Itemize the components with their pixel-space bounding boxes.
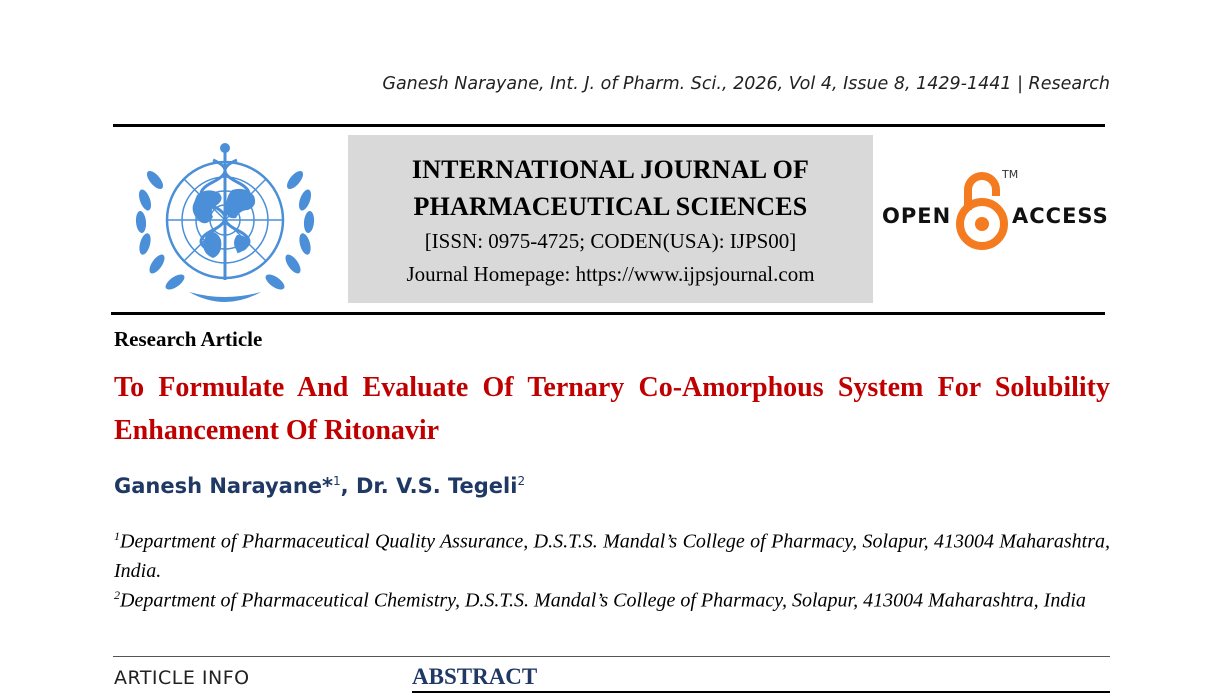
affiliation-text: Department of Pharmaceutical Chemistry, D.S.T.S. Mandal’s College of Pharmacy, Solapur, 413004 Maharashtra, India [120, 589, 1086, 612]
access-label: ACCESS [1012, 204, 1109, 228]
section-divider [113, 656, 1110, 657]
affiliation-text: Department of Pharmaceutical Quality Assurance, D.S.T.S. Mandal’s College of Pharmacy, Solapur, 413004 Maharashtra, India. [114, 530, 1110, 582]
journal-issn: [ISSN: 0975-4725; CODEN(USA): IJPS00] [424, 229, 797, 253]
author-list [114, 474, 525, 498]
journal-masthead [348, 135, 873, 303]
author-affiliation-mark: 2 [517, 474, 526, 488]
open-access-logo [880, 168, 1110, 252]
journal-title-line2: PHARMACEUTICAL SCIENCES [413, 192, 808, 221]
journal-homepage[interactable]: Journal Homepage: https://www.ijpsjournal.com [406, 262, 815, 286]
affiliation [114, 522, 1110, 586]
journal-title-line1: INTERNATIONAL JOURNAL OF [411, 155, 810, 184]
author-affiliation-mark: 1 [333, 474, 341, 488]
header-rule-bottom [111, 312, 1105, 315]
author-name[interactable]: Ganesh Narayane* [114, 474, 334, 498]
affiliation [114, 581, 1110, 616]
author-name[interactable]: Dr. V.S. Tegeli [355, 474, 518, 498]
affiliation-number: 1 [114, 529, 120, 543]
un-emblem-icon [127, 140, 323, 306]
article-info-heading: ARTICLE INFO [114, 667, 250, 689]
article-type: Research Article [114, 327, 263, 351]
running-head: Ganesh Narayane, Int. J. of Pharm. Sci., 2026, Vol 4, Issue 8, 1429-1441 | Research [382, 74, 1110, 94]
abstract-rule [412, 691, 1110, 693]
header-rule-top [113, 124, 1105, 127]
author-separator: , [340, 474, 356, 498]
article-title: To Formulate And Evaluate Of Ternary Co-Amorphous System For Solubility Enhancement Of Ritonavir [114, 372, 1110, 446]
affiliation-number: 2 [114, 588, 120, 602]
open-label: OPEN [882, 204, 952, 228]
trademark-mark: TM [1002, 168, 1019, 181]
abstract-heading: ABSTRACT [412, 664, 538, 689]
